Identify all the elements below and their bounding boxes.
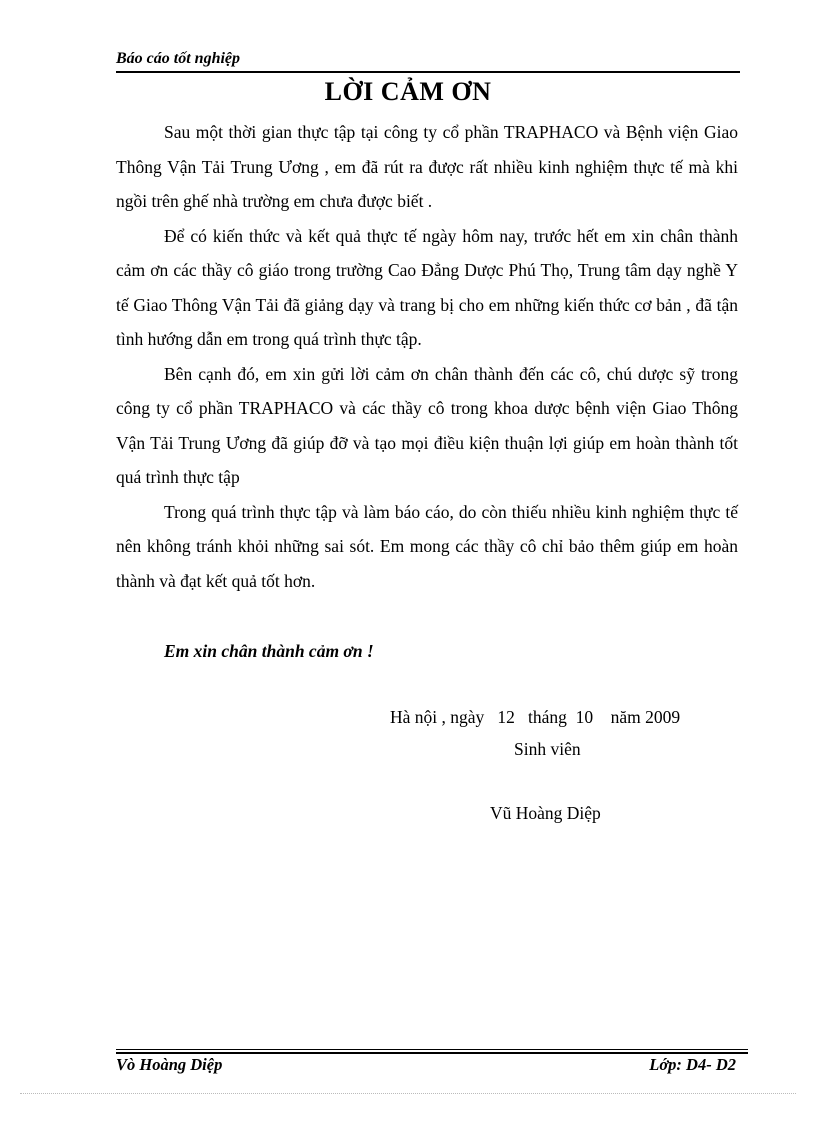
footer-divider: [116, 1049, 748, 1050]
document-body: [116, 115, 738, 598]
closing-line: Em xin chân thành cảm ơn !: [164, 641, 374, 661]
footer-divider-thick: [116, 1052, 748, 1054]
header-divider: [116, 71, 740, 73]
footer-class: Lớp: D4- D2: [649, 1055, 736, 1074]
paragraph: Trong quá trình thực tập và làm báo cáo, do còn thiếu nhiều kinh nghiệm thực tế nên không tránh khỏi những sai sót. Em mong các thầy cô chỉ bảo thêm giúp em hoàn thành và đạt kết quả tốt hơn.: [116, 501, 738, 591]
paragraph: Để có kiến thức và kết quả thực tế ngày hôm nay, trước hết em xin chân thành cảm ơn các thầy cô giáo trong trường Cao Đẳng Dược Phú Thọ, Trung tâm dạy nghề Y tế Giao Thông Vận Tải đã giảng dạy và trang bị cho em những kiến thức cơ bản , đã tận tình hướng dẫn em trong quá trình thực tập.: [116, 225, 738, 349]
document-title: LỜI CẢM ƠN: [324, 77, 492, 106]
paragraph: Sau một thời gian thực tập tại công ty cổ phần TRAPHACO và Bệnh viện Giao Thông Vận Tải Trung Ương , em đã rút ra được rất nhiều kinh nghiệm thực tế mà khi ngồi trên ghế nhà trường em chưa được biết .: [116, 122, 738, 211]
paragraph: Bên cạnh đó, em xin gửi lời cảm ơn chân thành đến các cô, chú dược sỹ trong công ty cổ phần TRAPHACO và các thầy cô trong khoa dược bệnh viện Giao Thông Vận Tải Trung Ương đã giúp đỡ và tạo mọi điều kiện thuận lợi giúp em hoàn thành tốt quá trình thực tập: [116, 363, 738, 487]
date-line: Hà nội , ngày 12 tháng 10 năm 2009: [390, 707, 681, 727]
signer-role: Sinh viên: [514, 739, 581, 759]
page-edge: [20, 1093, 796, 1094]
signer-name: Vũ Hoàng Diệp: [490, 803, 601, 823]
header-title: Báo cáo tốt nghiệp: [116, 50, 241, 67]
footer-author: Vò Hoàng Diệp: [116, 1055, 223, 1074]
